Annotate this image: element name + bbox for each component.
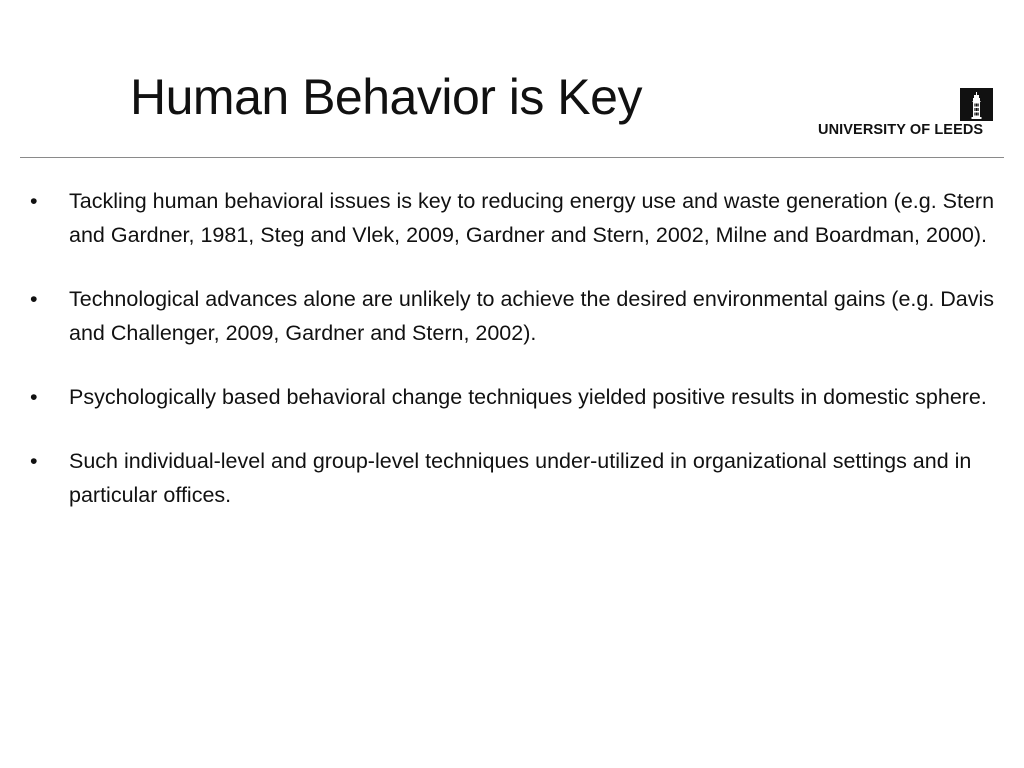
bullet-icon: • [30,449,38,473]
slide-title: Human Behavior is Key [130,69,642,125]
bullet-text: Such individual-level and group-level techniques under-utilized in organizational settings and in particular offices. [69,449,972,507]
bullet-icon: • [30,287,38,311]
university-tower-icon [960,88,993,121]
bullet-text: Psychologically based behavioral change techniques yielded positive results in domestic sphere. [69,385,987,409]
bullet-item [30,444,1006,512]
bullet-icon: • [30,189,38,213]
university-name: UNIVERSITY OF LEEDS [818,122,984,138]
bullet-list [30,184,1006,542]
bullet-item [30,282,1006,350]
bullet-icon: • [30,385,38,409]
bullet-text: Technological advances alone are unlikely to achieve the desired environmental gains (e.g. Davis and Challenger, 2009, Gardner and Stern, 2002). [69,287,995,345]
bullet-item [30,380,1006,414]
bullet-item [30,184,1006,252]
university-logo [818,86,1000,142]
title-divider [20,157,1004,158]
bullet-text: Tackling human behavioral issues is key to reducing energy use and waste generation (e.g. Stern and Gardner, 1981, Steg and Vlek, 2009, Gardner and Stern, 2002, Milne and Boardman, 2000). [69,189,995,247]
